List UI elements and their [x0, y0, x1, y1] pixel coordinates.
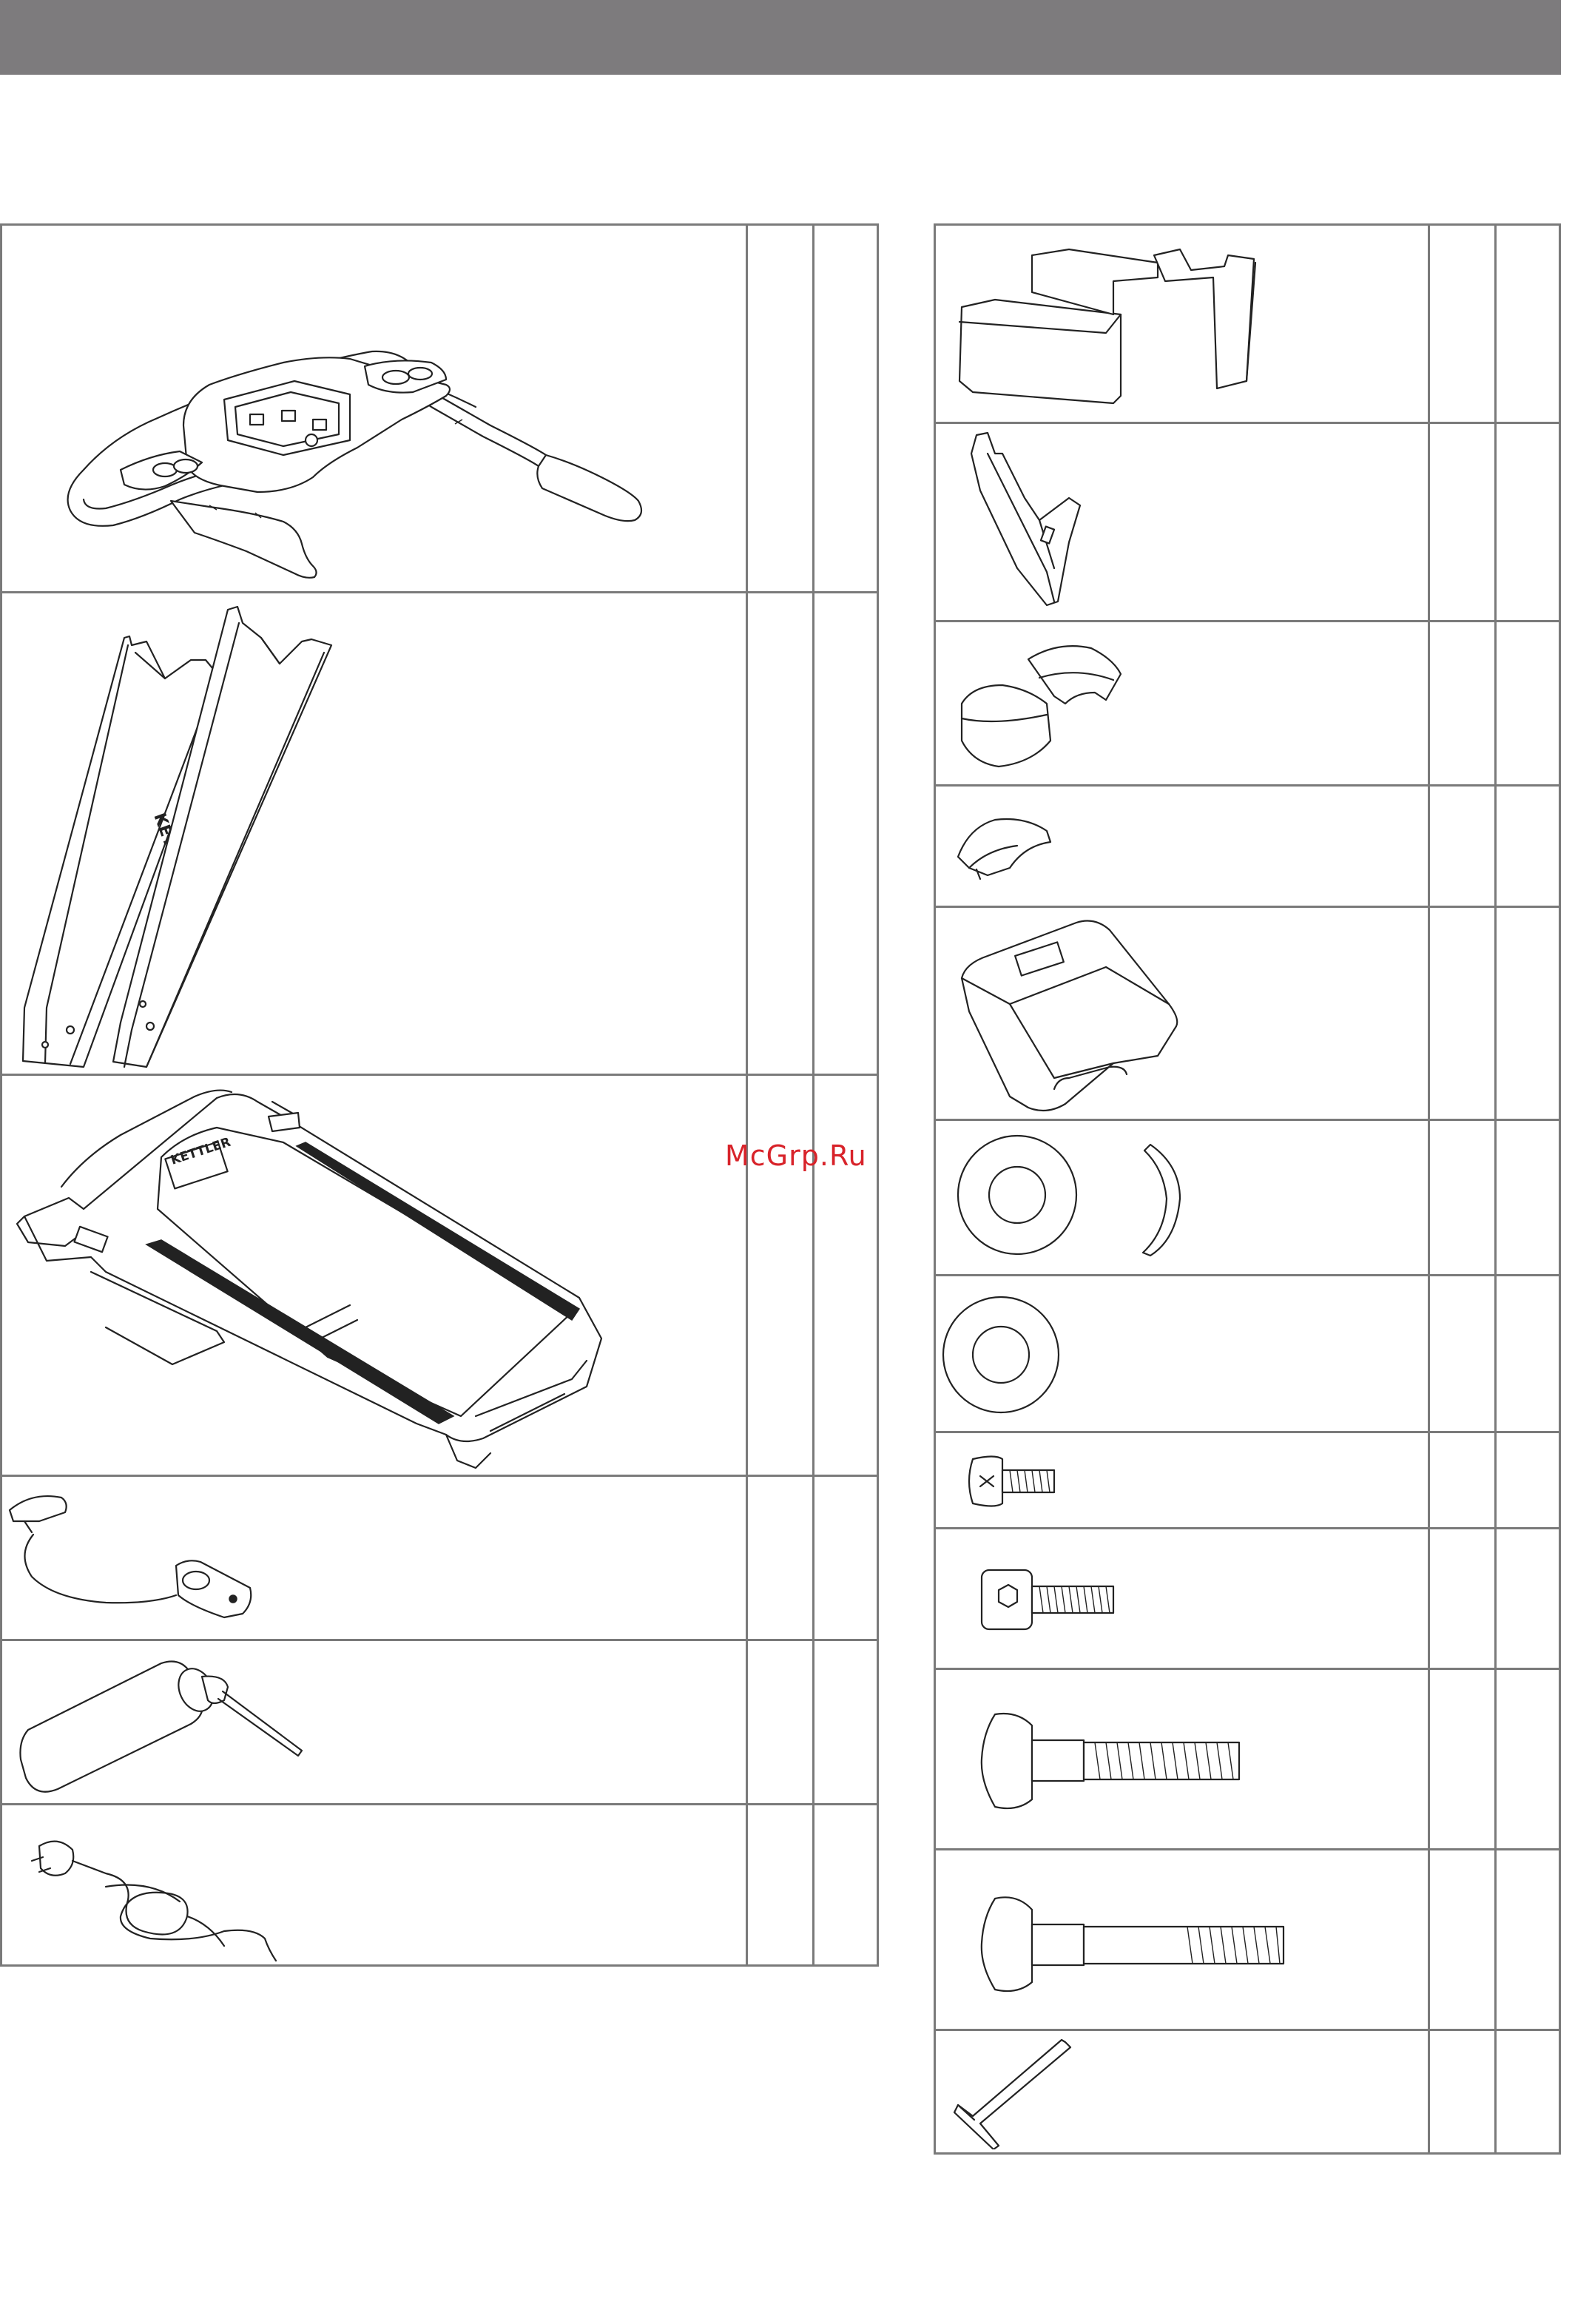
carriage-bolt-icon — [936, 1670, 1424, 1849]
table-row — [936, 787, 1559, 908]
watermark: McGrp.Ru — [725, 1139, 867, 1172]
phillips-screw-icon — [936, 1433, 1424, 1528]
small-cap-icon — [936, 787, 1424, 905]
table-row — [936, 622, 1559, 787]
upright-posts-icon — [2, 593, 742, 1074]
safety-key-icon — [2, 1477, 742, 1640]
right-parts-table — [934, 223, 1561, 2155]
power-cord-icon — [2, 1805, 742, 1964]
table-row — [2, 1641, 877, 1805]
table-row — [2, 1805, 877, 1967]
treadmill-base-icon — [2, 1076, 742, 1475]
table-row — [936, 424, 1559, 622]
washer-icon — [936, 1121, 1424, 1275]
lubricant-bottle-icon — [2, 1641, 742, 1804]
table-row — [2, 1076, 877, 1477]
left-parts-table — [0, 223, 879, 1967]
allen-key-icon — [936, 2031, 1424, 2149]
table-row — [936, 2031, 1559, 2152]
table-row — [936, 1670, 1559, 1850]
hex-socket-screw-icon — [936, 1529, 1424, 1668]
table-row — [2, 593, 877, 1076]
base-cover-icon — [936, 226, 1424, 422]
table-row — [936, 908, 1559, 1121]
tube-end-cover-icon — [936, 622, 1424, 785]
flat-washer-icon — [936, 1276, 1424, 1432]
side-bracket-icon — [936, 424, 1424, 620]
table-row — [936, 1850, 1559, 2031]
table-row — [2, 1477, 877, 1641]
handlebar-icon — [2, 226, 742, 588]
tablet-tray-icon — [936, 908, 1424, 1119]
header-bar — [0, 0, 1561, 75]
table-row — [936, 1529, 1559, 1670]
table-row — [936, 226, 1559, 424]
table-row — [936, 1276, 1559, 1433]
table-row — [936, 1433, 1559, 1529]
carriage-bolt-long-icon — [936, 1850, 1424, 2030]
table-row — [936, 1121, 1559, 1276]
svg-text:KETTLER: KETTLER — [169, 1134, 233, 1168]
table-row — [2, 226, 877, 593]
